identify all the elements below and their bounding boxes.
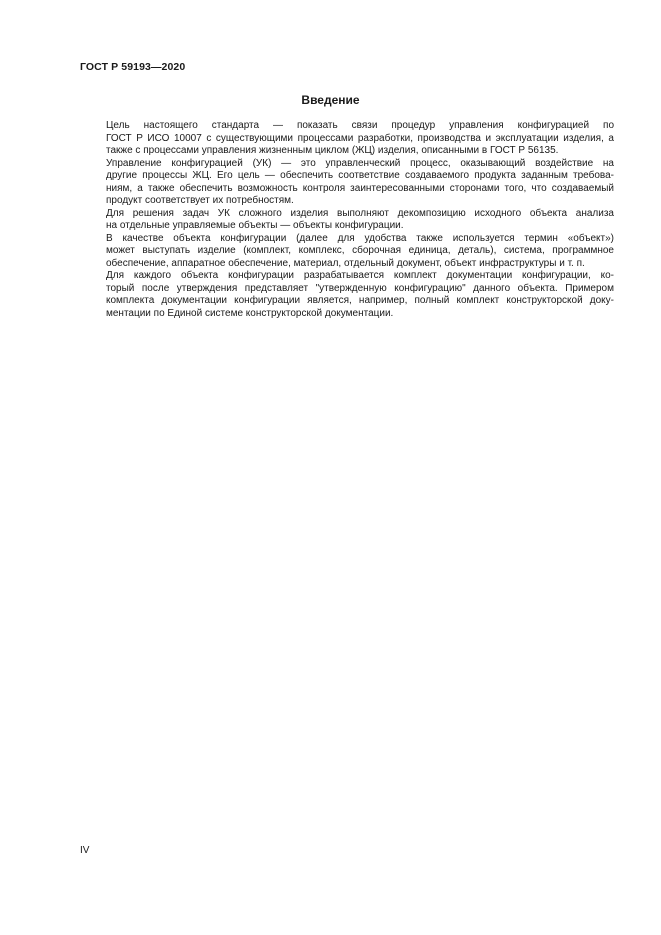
paragraph-5 [80,270,614,320]
text-line: другие процессы ЖЦ. Его цель — обеспечить соответствие создаваемого продукта заданным требова- [106,170,614,181]
paragraph-2 [80,158,614,208]
text-line: ГОСТ Р ИСО 10007 с существующими процессами разработки, производства и эксплуатации изделия, а [106,132,614,144]
text-line: Цель настоящего стандарта — показать связи процедур управления конфигурацией по [106,120,614,131]
text-line: обеспечение, аппаратное обеспечение, материал, отдельный документ, объект инфраструктуры и т. п. [106,257,585,269]
section-title: Введение [301,93,360,107]
text-line: В качестве объекта конфигурации (далее для удобства также используется термин «объект») [106,232,614,244]
text-line: ниям, а также обеспечить возможность контроля заинтересованными сторонами того, что создаваемый [106,182,614,194]
text-line: может выступать изделие (комплект, комплекс, сборочная единица, деталь), система, программное [106,245,614,256]
text-line: торый после утверждения представляет "утвержденную конфигурацию" данного объекта. Примером [106,282,614,294]
text-line: Для каждого объекта конфигурации разрабатывается комплект документации конфигурации, ко- [106,270,614,281]
document-code: ГОСТ Р 59193—2020 [80,61,186,73]
page-number: IV [80,845,90,856]
paragraph-3 [80,208,614,233]
text-line: продукт соответствует их потребностям. [106,195,294,206]
body-text [80,120,614,320]
text-line: Для решения задач УК сложного изделия выполняют декомпозицию исходного объекта анализа [106,207,614,219]
text-line: Управление конфигурацией (УК) — это управленческий процесс, оказывающий воздействие на [106,157,614,169]
paragraph-1 [80,120,614,158]
text-line: на отдельные управляемые объекты — объекты конфигурации. [106,220,404,231]
text-line: также с процессами управления жизненным циклом (ЖЦ) изделия, описанными в ГОСТ Р 56135. [106,145,559,156]
paragraph-4 [80,233,614,271]
text-line: комплекта документации конфигурации является, например, полный комплект конструкторской доку- [106,295,614,306]
text-line: ментации по Единой системе конструкторской документации. [106,307,394,319]
